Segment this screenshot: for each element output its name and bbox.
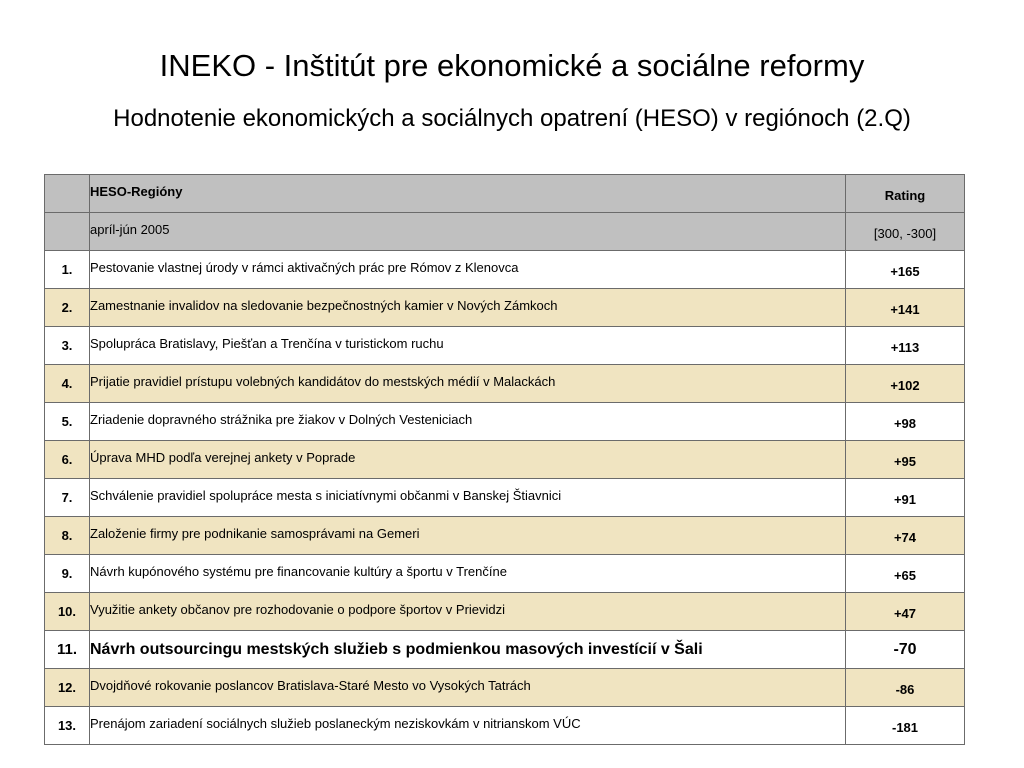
row-rating-value: +98 [893,416,917,431]
row-number: 7. [45,479,90,517]
row-measure [90,327,846,365]
row-rating [846,555,965,593]
row-measure [90,251,846,289]
row-number: 10. [45,593,90,631]
table-header-row [45,175,965,213]
row-measure-text: Využitie ankety občanov pre rozhodovanie o podpore športov v Prievidzi [90,602,506,617]
heso-ratings-table [44,174,965,745]
row-number: 5. [45,403,90,441]
row-measure-text: Založenie firmy pre podnikanie samosprávami na Gemeri [90,526,420,541]
slide-subtitle: Hodnotenie ekonomických a sociálnych opatrení (HESO) v regiónoch (2.Q) [113,105,911,132]
row-measure-text: Spolupráca Bratislavy, Piešťan a Trenčína v turistickom ruchu [90,336,444,351]
row-rating-value: +165 [890,264,920,279]
row-measure [90,479,846,517]
row-measure-text: Prenájom zariadení sociálnych služieb poslaneckým neziskovkám v nitrianskom VÚC [90,716,581,731]
rating-range-label: [300, -300] [873,226,937,241]
table-row [45,441,965,479]
table-row [45,479,965,517]
row-rating-value: +65 [893,568,917,583]
table-subheader-row [45,213,965,251]
row-number: 13. [45,707,90,745]
row-rating [846,327,965,365]
table-row [45,707,965,745]
table-row [45,289,965,327]
subheader-period-cell [90,213,846,251]
period-label: apríl-jún 2005 [90,222,170,237]
subheader-range-cell [846,213,965,251]
row-rating-value: -181 [891,720,919,735]
table-row [45,403,965,441]
row-rating [846,707,965,745]
row-measure-text: Návrh kupónového systému pre financovanie kultúry a športu v Trenčíne [90,564,507,579]
table-row [45,593,965,631]
slide-title: INEKO - Inštitút pre ekonomické a sociálne reformy [159,48,865,83]
row-measure [90,289,846,327]
table-row [45,365,965,403]
row-number: 6. [45,441,90,479]
row-rating [846,593,965,631]
row-number: 12. [45,669,90,707]
subheader-number-cell [45,213,90,251]
row-measure [90,631,846,669]
row-rating-value: +74 [893,530,917,545]
table-row [45,669,965,707]
row-measure-text: Návrh outsourcingu mestských služieb s podmienkou masových investícií v Šali [90,640,703,658]
row-number: 1. [45,251,90,289]
table-row-highlighted [45,631,965,669]
row-rating-value: -86 [895,682,915,697]
row-rating-value: +47 [893,606,917,621]
row-measure [90,441,846,479]
row-rating-value: +113 [890,340,920,355]
row-number: 9. [45,555,90,593]
row-measure [90,365,846,403]
row-measure [90,707,846,745]
row-rating-value: -70 [893,640,917,658]
row-measure [90,669,846,707]
row-measure-text: Zamestnanie invalidov na sledovanie bezpečnostných kamier v Nových Zámkoch [90,298,558,313]
table-row [45,555,965,593]
row-measure-text: Dvojdňové rokovanie poslancov Bratislava-Staré Mesto vo Vysokých Tatrách [90,678,531,693]
row-measure [90,403,846,441]
row-rating [846,365,965,403]
row-rating [846,669,965,707]
row-rating [846,441,965,479]
table-row [45,517,965,555]
table-row [45,327,965,365]
row-number: 2. [45,289,90,327]
row-measure-text: Schválenie pravidiel spolupráce mesta s iniciatívnymi občanmi v Banskej Štiavnici [90,488,562,503]
header-rating-cell [846,175,965,213]
row-number: 3. [45,327,90,365]
row-rating [846,251,965,289]
row-rating [846,631,965,669]
row-rating-value: +91 [893,492,917,507]
header-rating-label: Rating [884,188,926,203]
row-measure-text: Prijatie pravidiel prístupu volebných kandidátov do mestských médií v Malackách [90,374,556,389]
table-row [45,251,965,289]
header-number-cell [45,175,90,213]
row-rating-value: +102 [890,378,920,393]
row-rating-value: +141 [890,302,920,317]
row-rating [846,517,965,555]
row-measure [90,555,846,593]
row-number: 11. [45,631,90,669]
row-rating [846,403,965,441]
row-measure-text: Pestovanie vlastnej úrody v rámci aktivačných prác pre Rómov z Klenovca [90,260,519,275]
row-measure [90,593,846,631]
row-measure-text: Úprava MHD podľa verejnej ankety v Poprade [90,450,356,465]
header-name-cell [90,175,846,213]
row-rating [846,289,965,327]
row-number: 8. [45,517,90,555]
row-measure [90,517,846,555]
row-measure-text: Zriadenie dopravného strážnika pre žiakov v Dolných Vesteniciach [90,412,473,427]
row-rating-value: +95 [893,454,917,469]
row-number: 4. [45,365,90,403]
row-rating [846,479,965,517]
header-name-label: HESO-Regióny [90,184,183,199]
